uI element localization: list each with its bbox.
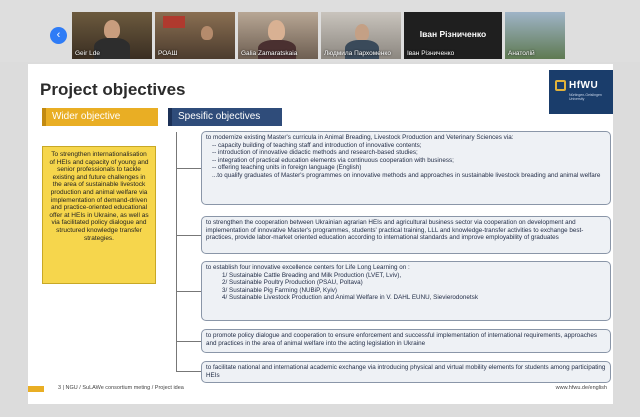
participant-tile[interactable] [238, 12, 318, 59]
objective-box [201, 261, 611, 321]
objective-intro: to modernize existing Master's curricula in Animal Breading, Livestock Production and Veterinary Sciences via: [206, 134, 514, 141]
footer-url: www.hfwu.de/english [555, 385, 607, 391]
participant-name: РОАШ [158, 50, 178, 57]
participant-tile[interactable] [404, 12, 502, 59]
connector-tick [176, 371, 201, 372]
objective-item: 2/ Sustainable Poultry Production (PSAU, Poltava) [222, 279, 363, 286]
objective-box [201, 216, 611, 254]
participant-name: Людмила Пархоменко [324, 50, 391, 57]
participant-name: Іван Різниченко [407, 50, 455, 57]
footer-left-text: 3 | NGU / SuLAWe consortium meting / Project idea [58, 385, 184, 391]
objective-intro: to strengthen the cooperation between Ukrainian agrarian HEIs and agricultural business sector via cooperation on development and implementation of innovative Master's programmes, students' practical training, LLL and knowledge-transfer activities to exchange best-practices, provide labor-market oriented education according to international standards and improve employability of graduates [206, 219, 584, 241]
objective-item: ...to qualify graduates of Master's programmes on innovative methods and approaches in sustainable livestock breading and animal welfare [212, 171, 601, 179]
wider-objective-text: To strengthen internationalisation of HEIs and capacity of young and senior professionals to tackle existing and future challenges in the area of sustainable livestock production and animal welfare via implementation of demand-driven and practice-oriented educational offer at HEIs in Ukraine, as well as via facilitated policy dialogue and structured knowledge transfer strategies. [42, 146, 156, 284]
logo-subtitle: Nürtingen-Geislingen University [569, 93, 602, 101]
participant-tile[interactable] [72, 12, 152, 59]
objective-box [201, 361, 611, 383]
participant-name: Geir Lde [75, 50, 100, 57]
wall-picture [163, 16, 185, 28]
wider-objective-header: Wider objective [42, 108, 158, 126]
avatar [104, 20, 120, 39]
avatar [268, 20, 285, 41]
logo-text: HfWU [569, 80, 599, 91]
avatar [201, 26, 213, 40]
footer-accent-bar [28, 386, 44, 392]
objective-item: -- introduction of innovative didactic methods and research-based studies; [212, 149, 418, 156]
objective-item: 1/ Sustainable Cattle Breading and Milk Production (LVET, Lviv), [222, 271, 402, 279]
connector-tick [176, 235, 201, 236]
connector-tick [176, 291, 201, 292]
objective-item: -- integration of practical education elements via continuous cooperation with business; [212, 156, 454, 164]
participant-avatar-label: Іван Різниченко [419, 29, 487, 39]
connector-tick [176, 168, 201, 169]
participant-tile[interactable] [321, 12, 401, 59]
objective-box [201, 131, 611, 205]
objective-item: -- offering teaching units in foreign language (English) [212, 164, 362, 171]
objective-item: 3/ Sustainable Pig Farming (NUBiP, Kyiv) [222, 286, 338, 294]
spesific-objectives-header: Spesific objectives [168, 108, 282, 126]
shared-slide [28, 64, 613, 404]
objective-intro: to establish four innovative excellence centers for Life Long Learning on : [206, 264, 410, 271]
participant-name: Galia Zamaratskaia [241, 50, 298, 57]
objective-box [201, 329, 611, 353]
avatar [355, 24, 369, 41]
logo-mark-icon [555, 80, 566, 91]
participant-tile[interactable] [155, 12, 235, 59]
participant-tile[interactable] [505, 12, 565, 59]
objective-item: 4/ Sustainable Livestock Production and Animal Welfare in V. DAHL EUNU, Sievierodonetsk [222, 294, 478, 301]
objective-item: -- capacity building of teaching staff and introduction of innovative contents; [212, 141, 422, 149]
objective-intro: to promote policy dialogue and cooperation to ensure enforcement and successful implementation of international requirements, approaches and practices in the area of animal welfare into the acting legislation in Ukraine [206, 332, 597, 347]
objective-intro: to facilitate national and international academic exchange via introducing physical and virtual mobility elements for students among participating HEIs [206, 364, 606, 379]
slide-title: Project objectives [40, 80, 186, 99]
connector-tick [176, 341, 201, 342]
participant-name: Анатолій [508, 50, 535, 57]
chevron-left-icon[interactable]: ‹ [50, 27, 67, 44]
university-logo [549, 70, 613, 114]
slide-footer [28, 386, 613, 398]
participants-strip [0, 0, 640, 62]
